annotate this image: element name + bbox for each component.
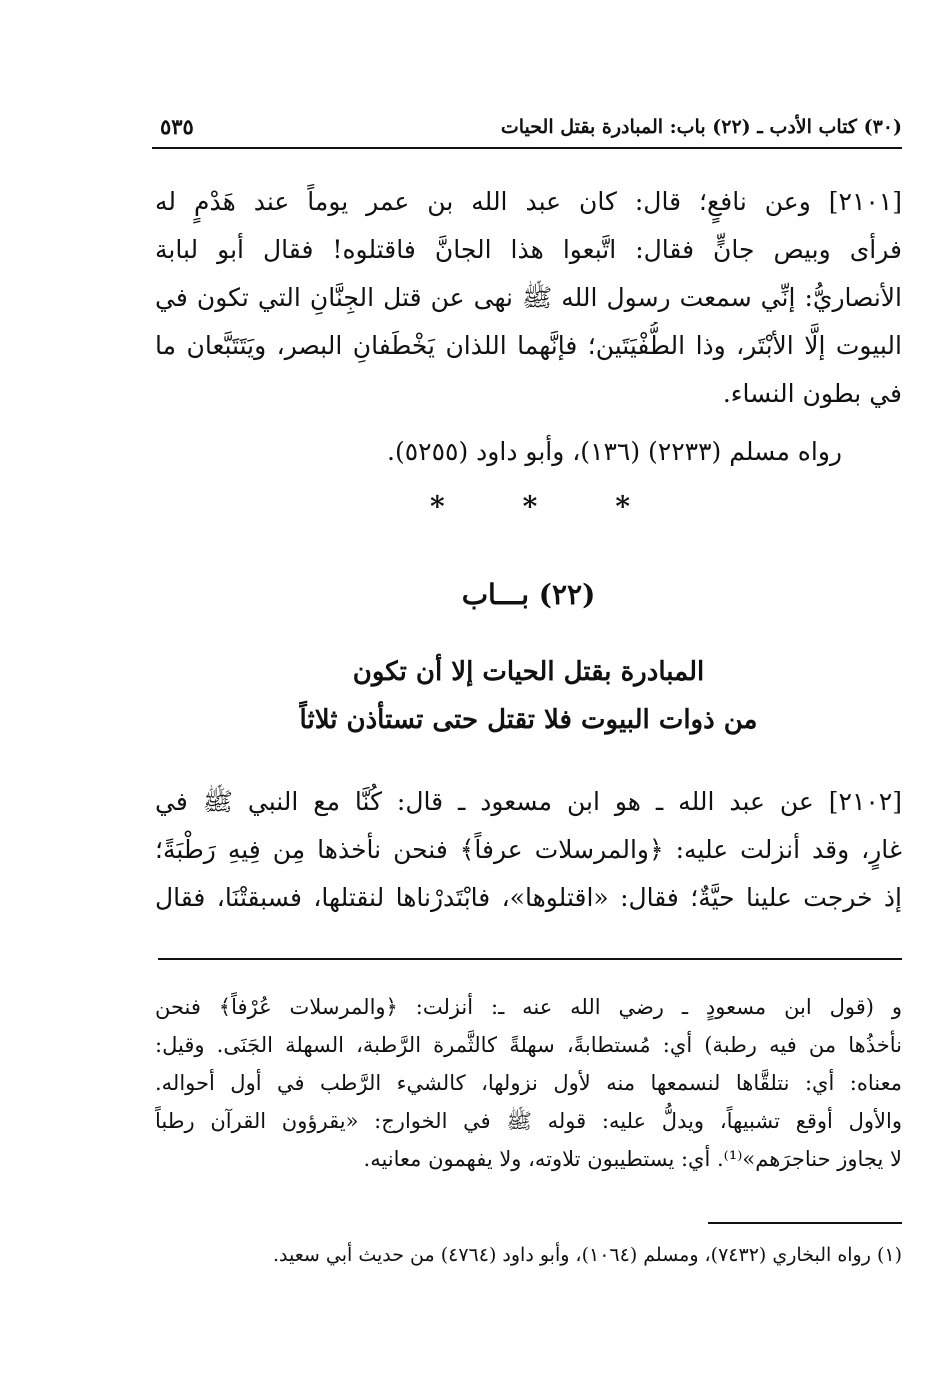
chapter-title-line: من ذوات البيوت فلا تقتل حتى تستأذن ثلاثاً: [299, 705, 758, 735]
hadith-2102: [155, 778, 902, 922]
page-header: [152, 112, 902, 146]
commentary-line: و (قول ابن مسعودٍ ـ رضي الله عنه ـ: أنزلت: ﴿والمرسلات عُرْفاً﴾ فنحن: [155, 995, 902, 1019]
page-number: ٥٣٥: [160, 114, 194, 139]
chapter-title: [155, 648, 902, 744]
hadith-line: البيوت إلَّا الأبْتَر، وذا الطُّفْيَتَين؛ فإنَّهما اللذان يَخْطَفانِ البصر، ويَتَتَبَّعان ما: [155, 331, 902, 360]
hadith-line: [٢١٠١] وعن نافعٍ؛ قال: كان عبد الله بن عمر يوماً عند هَدْمٍ له: [155, 187, 902, 216]
header-divider: [152, 147, 902, 149]
commentary-divider: [158, 958, 902, 960]
commentary: [155, 988, 902, 1178]
hadith-line: إذ خرجت علينا حيَّةٌ؛ فقال: «اقتلوها»، فابْتَدرْناها لنقتلها، فسبقتْنَا، فقال: [155, 883, 902, 912]
commentary-line: لا يجاوز حناجرَهم»⁽¹⁾. أي: يستطيبون تلاوته، ولا يفهمون معانيه.: [363, 1147, 902, 1171]
hadith-2101-source: [155, 428, 902, 476]
footnote: [155, 1236, 902, 1274]
footnote-divider: [708, 1222, 902, 1224]
source-line: رواه مسلم (٢٢٣٣) (١٣٦)، وأبو داود (٥٢٥٥).: [387, 437, 842, 466]
hadith-line: فرأى وبيص جانٍّ فقال: اتَّبعوا هذا الجانَّ فاقتلوه! فقال أبو لبابة: [155, 235, 902, 264]
commentary-line: نأخذُها من فيه رطبة) أي: مُستطابةً، سهلةً كالثَّمرة الرَّطبة، السهلة الجَنَى. وقيل:: [155, 1033, 902, 1057]
hadith-line: [٢١٠٢] عن عبد الله ـ هو ابن مسعود ـ قال: كُنَّا مع النبي ﷺ في: [155, 787, 902, 816]
separator-star: *: [430, 490, 445, 523]
commentary-line: والأول أوقع تشبيهاً، ويدلُّ عليه: قوله ﷺ في الخوارج: «يقرؤون القرآن رطباً: [155, 1109, 902, 1133]
hadith-line: في بطون النساء.: [722, 379, 902, 408]
hadith-line: غارٍ، وقد أنزلت عليه: ﴿والمرسلات عرفاً﴾ فنحن نأخذها مِن فِيهِ رَطْبَةً؛: [155, 835, 902, 864]
separator-star: *: [522, 490, 538, 523]
hadith-2101: [155, 178, 902, 418]
running-title: (٣٠) كتاب الأدب ـ (٢٢) باب: المبادرة بقتل الحيات: [500, 116, 902, 138]
footnote-line: (١) رواه البخاري (٧٤٣٢)، ومسلم (١٠٦٤)، وأبو داود (٤٧٦٤) من حديث أبي سعيد.: [273, 1244, 902, 1266]
chapter-title-line: المبادرة بقتل الحيات إلا أن تكون: [352, 657, 705, 687]
section-separator: [430, 490, 630, 523]
commentary-line: معناه: أي: نتلقَّاها لنسمعها منه لأول نزولها، كالشيء الرَّطب في أول أحواله.: [155, 1071, 902, 1095]
chapter-number: (٢٢) بـــاب: [461, 578, 596, 611]
hadith-line: الأنصاريُّ: إنِّي سمعت رسول الله ﷺ نهى عن قتل الجِنَّانِ التي تكون في: [155, 283, 902, 312]
separator-star: *: [615, 490, 630, 523]
